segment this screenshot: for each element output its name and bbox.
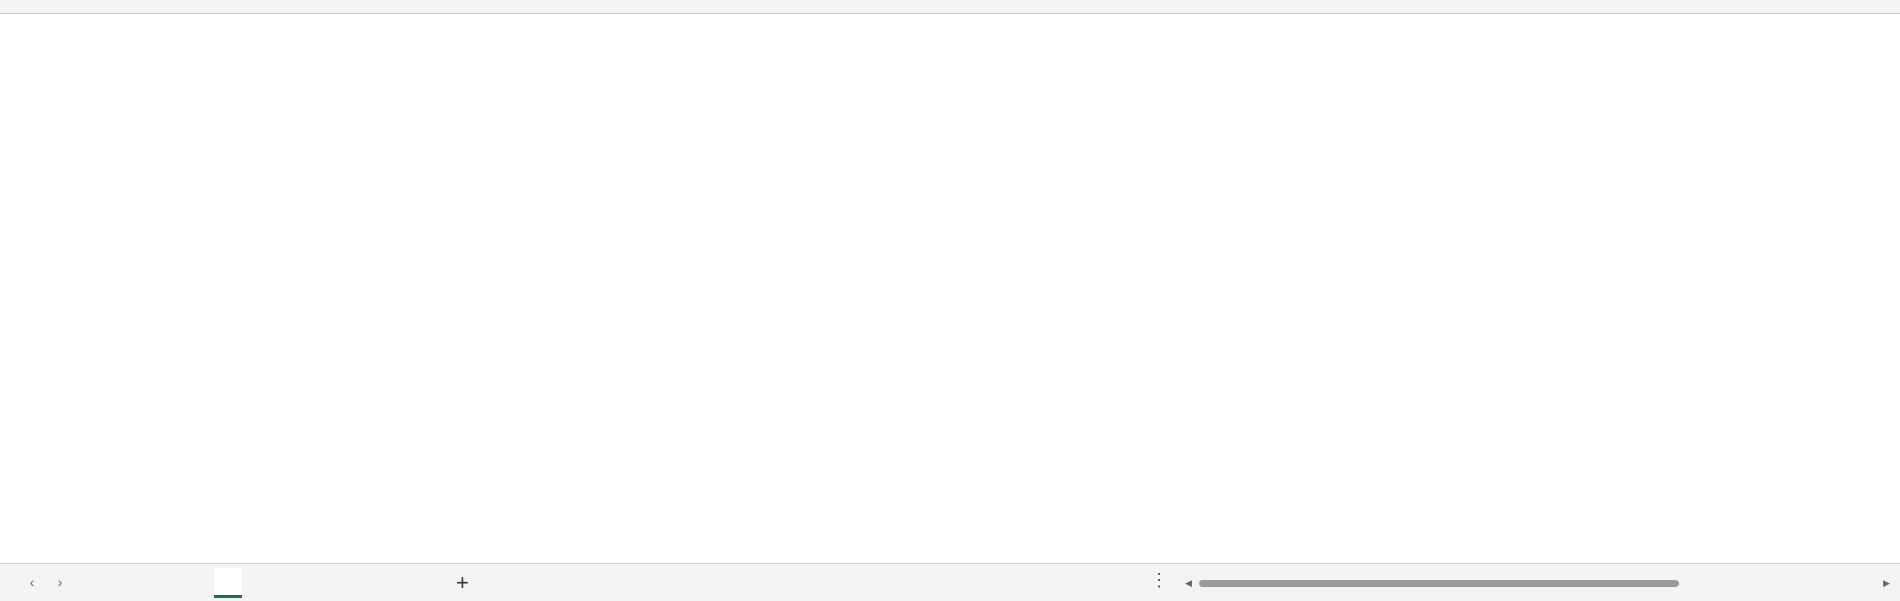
sheet-tab-bar (0, 563, 1900, 601)
column-letter-header (0, 0, 1900, 14)
tab-chart1[interactable] (130, 568, 158, 598)
chevron-right-icon[interactable]: › (57, 574, 63, 590)
chevron-left-icon[interactable]: ‹ (29, 574, 35, 590)
add-sheet-button[interactable]: + (456, 570, 469, 595)
scrollbar-thumb[interactable] (1199, 580, 1679, 587)
scroll-left-icon[interactable]: ◀ (1185, 578, 1192, 588)
horizontal-scrollbar[interactable] (1185, 578, 1890, 588)
more-options-icon[interactable]: ⋮ (1150, 570, 1168, 590)
tab-stats[interactable] (308, 568, 336, 598)
scroll-right-icon[interactable]: ▶ (1883, 578, 1890, 588)
tab-listings[interactable] (214, 568, 242, 598)
